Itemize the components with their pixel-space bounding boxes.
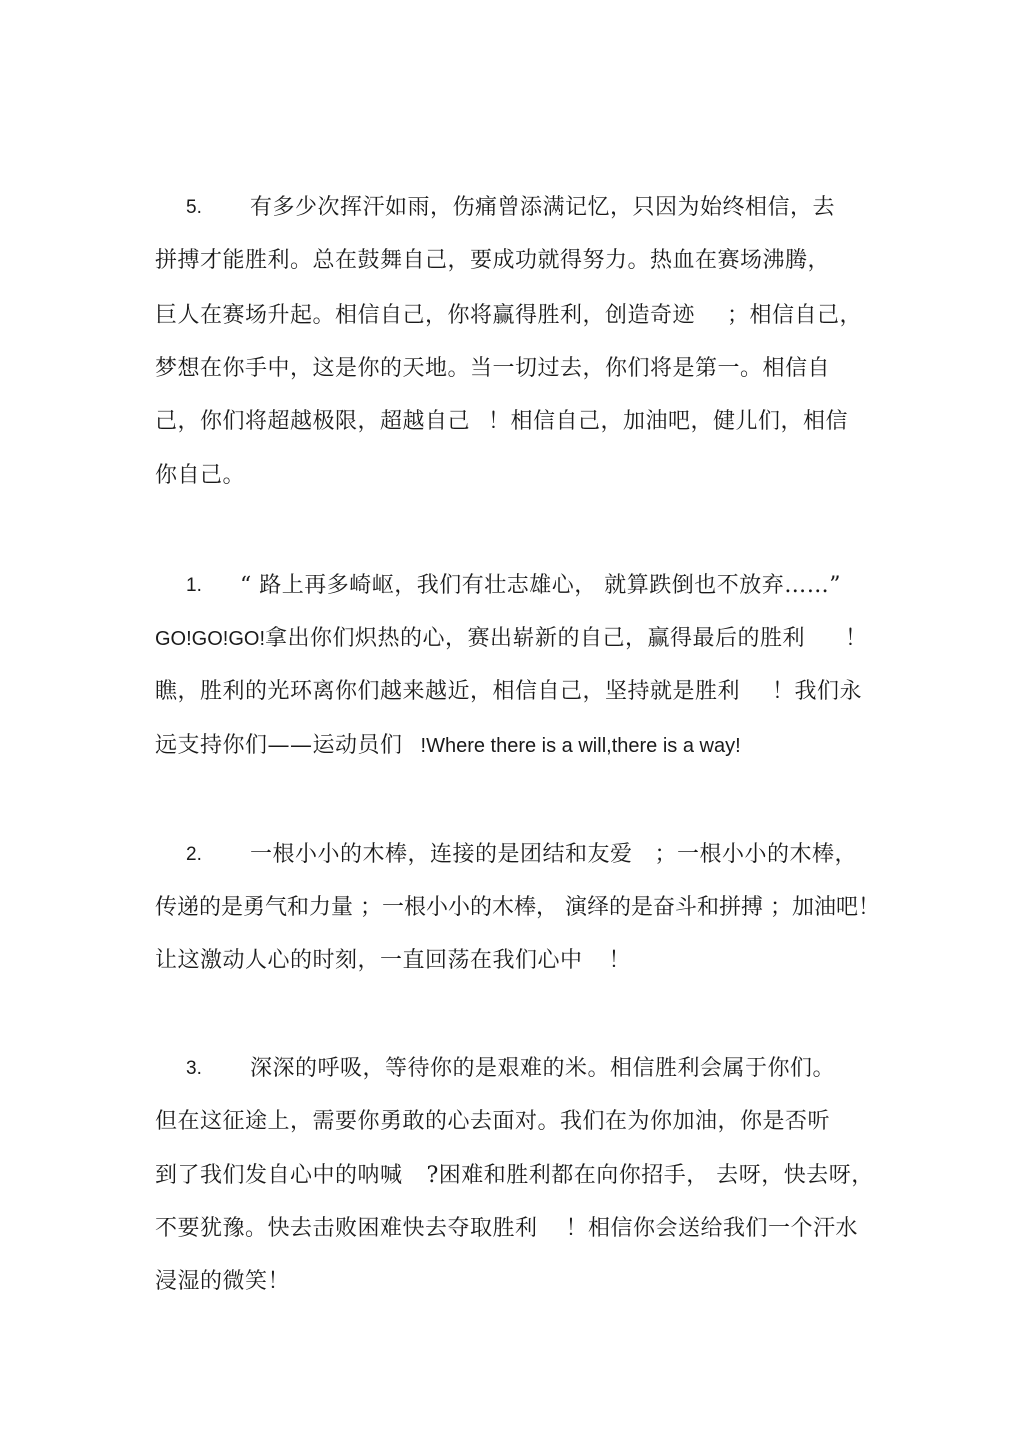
paragraph-line: 梦想在你手中，这是你的天地。当一切过去，你们将是第一。相信自 <box>155 356 831 381</box>
paragraph-line: 传递的是勇气和力量 ；一根小小的木棒， 演绎的是奋斗和拼搏 ；加油吧！ <box>155 895 880 920</box>
paragraph-line <box>155 947 631 975</box>
paragraph-line: 但在这征途上，需要你勇敢的心去面对。我们在为你加油，你是否听 <box>155 1109 831 1134</box>
paragraph-line <box>155 1162 874 1190</box>
paragraph-line: 你自己。 <box>155 463 246 488</box>
text-segment: 到了我们发自心中的呐喊 <box>155 1163 403 1188</box>
text-segment: !Where there is a will,there is a way! <box>420 735 741 757</box>
paragraph-line: 拼搏才能胜利。总在鼓舞自己，要成功就得努力。热血在赛场沸腾， <box>155 248 831 273</box>
text-segment: 不要犹豫。快去击败困难快去夺取胜利 <box>155 1216 538 1241</box>
text-segment: 巨人在赛场升起。相信自己，你将赢得胜利，创造奇迹 <box>155 303 696 328</box>
text-segment: 一根小小的木棒，连接的是团结和友爱 <box>250 842 633 867</box>
paragraph-line: “ 路上再多崎岖，我们有壮志雄心， 就算跌倒也不放弃……” <box>240 573 841 598</box>
text-segment: ；一根小小的木棒， <box>654 842 858 867</box>
paragraph-line <box>250 841 857 869</box>
text-segment: GO!GO!GO! <box>155 628 266 650</box>
text-segment: ?困难和胜利都在向你招手， 去呀，快去呀， <box>426 1163 874 1188</box>
text-segment: 己，你们将超越极限，超越自己 <box>155 409 471 434</box>
paragraph-line <box>155 678 862 706</box>
paragraph-number: 5. <box>186 197 202 218</box>
paragraph-line: 深深的呼吸，等待你的是艰难的米。相信胜利会属于你们。 <box>250 1056 836 1081</box>
paragraph-line <box>155 732 741 760</box>
text-segment: ！相信自己，加油吧，健儿们，相信 <box>488 409 849 434</box>
text-segment: 让这激动人心的时刻，一直回荡在我们心中 <box>155 948 583 973</box>
paragraph-number: 3. <box>186 1058 202 1079</box>
text-segment: 瞧，胜利的光环离你们越来越近，相信自己，坚持就是胜利 <box>155 679 741 704</box>
text-segment: ！ <box>608 948 632 973</box>
text-segment: ；相信自己， <box>727 303 863 328</box>
paragraph-line <box>155 625 868 653</box>
text-segment: ！相信你会送给我们一个汗水 <box>565 1216 859 1241</box>
text-segment: ！ <box>845 626 868 651</box>
text-segment: 拿出你们炽热的心，赛出崭新的自己，赢得最后的胜利 <box>265 626 806 651</box>
text-segment: ！我们永 <box>772 679 863 704</box>
paragraph-line: 浸湿的微笑！ <box>155 1269 291 1294</box>
paragraph-number: 1. <box>186 575 202 596</box>
paragraph-line <box>155 408 848 436</box>
paragraph-number: 2. <box>186 844 202 865</box>
text-segment: 远支持你们——运动员们 <box>155 733 403 758</box>
paragraph-line: 有多少次挥汗如雨，伤痛曾添满记忆，只因为始终相信，去 <box>250 195 836 220</box>
paragraph-line <box>155 302 862 330</box>
paragraph-line <box>155 1215 858 1243</box>
